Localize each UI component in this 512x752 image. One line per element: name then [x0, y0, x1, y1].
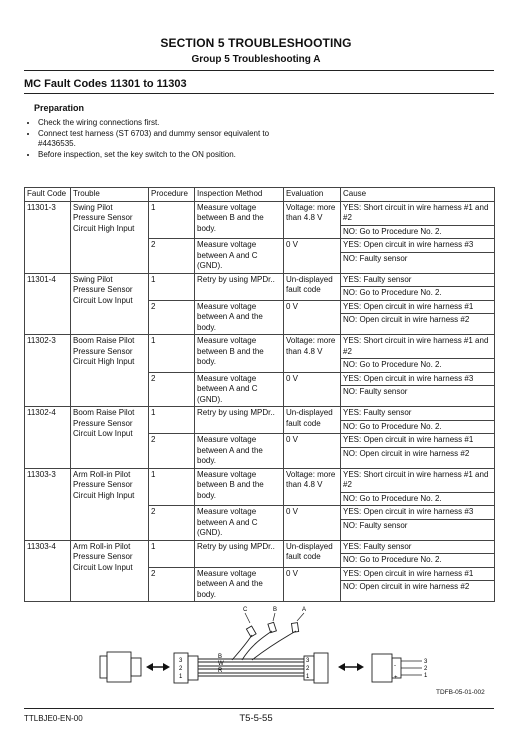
evaluation-cell: Voltage: more than 4.8 V: [284, 335, 341, 373]
harness-pin-number: 3: [306, 658, 310, 664]
cause-line: YES: Open circuit in wire harness #3: [343, 240, 474, 249]
probe-leads: [232, 622, 299, 660]
sensor-sign: -: [394, 663, 396, 669]
cause-cell: [341, 540, 495, 567]
trouble-cell: Boom Raise Pilot Pressure Sensor Circuit High Input: [71, 335, 149, 407]
preparation-item: • Connect test harness (ST 6703) and dummy sensor equivalent to #4436535.: [38, 129, 298, 150]
fault-code-cell: 11303-3: [25, 468, 71, 540]
trouble-cell: Swing Pilot Pressure Sensor Circuit High Input: [71, 201, 149, 273]
section-title: SECTION 5 TROUBLESHOOTING: [160, 36, 352, 50]
col-header: Evaluation: [284, 188, 341, 202]
wiring-diagram: [60, 603, 440, 687]
sensor-wires: [401, 661, 422, 675]
preparation-list: [24, 118, 298, 160]
cause-line: YES: Faulty sensor: [343, 541, 412, 551]
cause-line: NO: Go to Procedure No. 2.: [341, 286, 494, 300]
group-title: Group 5 Troubleshooting A: [191, 54, 321, 65]
cause-line: YES: Open circuit in wire harness #3: [343, 373, 474, 383]
table-row: [25, 201, 495, 239]
fault-code-cell: 11301-4: [25, 273, 71, 335]
cause-cell: [341, 300, 495, 335]
sensor-pin-number: 1: [424, 673, 428, 679]
fault-code-cell: 11302-4: [25, 407, 71, 469]
cause-line: NO: Faulty sensor: [341, 385, 494, 399]
sensor-pin-number: 3: [424, 659, 428, 665]
page-number: T5-5-55: [239, 713, 273, 724]
cause-cell: [341, 468, 495, 506]
harness-pin-number: 2: [306, 666, 310, 672]
doc-code: TTLBJE0-EN-00: [24, 714, 83, 723]
cause-cell: [341, 506, 495, 541]
procedure-cell: 2: [149, 434, 195, 469]
cause-line: YES: Open circuit in wire harness #1: [343, 301, 474, 311]
fault-code-table: [24, 187, 495, 602]
col-header: Trouble: [71, 188, 149, 202]
inspection-method-cell: Retry by using MPDr..: [195, 407, 284, 434]
harness-pin-number: 3: [179, 658, 183, 664]
evaluation-cell: 0 V: [284, 300, 341, 335]
cause-line: NO: Go to Procedure No. 2.: [341, 420, 494, 434]
sensor-pin-number: 2: [424, 666, 428, 672]
probe-label: C: [243, 607, 248, 613]
cause-line: NO: Go to Procedure No. 2.: [341, 225, 494, 239]
probe-label: A: [302, 607, 307, 613]
preparation-item: • Before inspection, set the key switch to the ON position.: [38, 150, 298, 161]
evaluation-cell: 0 V: [284, 506, 341, 541]
cause-line: NO: Faulty sensor: [341, 519, 494, 533]
cause-cell: [341, 239, 495, 274]
procedure-cell: 1: [149, 540, 195, 567]
trouble-cell: Boom Raise Pilot Pressure Sensor Circuit Low Input: [71, 407, 149, 469]
harness-wires: [198, 659, 304, 676]
cause-line: NO: Open circuit in wire harness #2: [341, 447, 494, 461]
procedure-cell: 1: [149, 273, 195, 300]
trouble-cell: Swing Pilot Pressure Sensor Circuit Low Input: [71, 273, 149, 335]
cause-line: YES: Short circuit in wire harness #1 and #2: [343, 202, 489, 222]
evaluation-cell: Voltage: more than 4.8 V: [284, 201, 341, 239]
procedure-cell: 2: [149, 567, 195, 602]
sensor-sign: +: [394, 675, 398, 681]
cause-cell: [341, 201, 495, 239]
cause-line: YES: Short circuit in wire harness #1 and #2: [343, 469, 489, 489]
cause-cell: [341, 273, 495, 300]
evaluation-cell: Un-displayed fault code: [284, 273, 341, 300]
cause-cell: [341, 372, 495, 407]
evaluation-cell: 0 V: [284, 567, 341, 602]
inspection-method-cell: Measure voltage between B and the body.: [195, 468, 284, 506]
cause-line: YES: Faulty sensor: [343, 408, 412, 417]
cause-cell: [341, 434, 495, 469]
cause-line: YES: Open circuit in wire harness #1: [343, 435, 474, 444]
procedure-cell: 1: [149, 468, 195, 506]
cause-line: NO: Faulty sensor: [341, 252, 494, 266]
inspection-method-cell: Measure voltage between A and the body.: [195, 567, 284, 602]
cause-cell: [341, 335, 495, 373]
harness-connector-left: [174, 653, 198, 683]
procedure-cell: 1: [149, 335, 195, 373]
procedure-cell: 2: [149, 506, 195, 541]
table-row: [25, 273, 495, 300]
fault-code-cell: 11303-4: [25, 540, 71, 602]
cause-line: NO: Open circuit in wire harness #2: [341, 580, 494, 594]
cause-cell: [341, 567, 495, 602]
evaluation-cell: 0 V: [284, 239, 341, 274]
procedure-cell: 2: [149, 239, 195, 274]
harness-pin-number: 1: [306, 674, 310, 680]
preparation-item: • Check the wiring connections first.: [38, 118, 298, 129]
wire-letter: R: [218, 668, 223, 674]
table-row: [25, 468, 495, 506]
double-arrow-left: [146, 663, 170, 671]
inspection-method-cell: Retry by using MPDr..: [195, 540, 284, 567]
wire-letter: W: [218, 661, 224, 667]
evaluation-cell: 0 V: [284, 372, 341, 407]
inspection-method-cell: Measure voltage between A and C (GND).: [195, 239, 284, 274]
col-header: Procedure: [149, 188, 195, 202]
inspection-method-cell: Retry by using MPDr..: [195, 273, 284, 300]
cause-line: YES: Open circuit in wire harness #1: [343, 568, 474, 578]
page-heading: MC Fault Codes 11301 to 11303: [24, 78, 187, 90]
cause-line: YES: Faulty sensor: [343, 274, 412, 284]
fault-code-cell: 11302-3: [25, 335, 71, 407]
fault-code-cell: 11301-3: [25, 201, 71, 273]
heading-rule: [24, 93, 494, 94]
evaluation-cell: Un-displayed fault code: [284, 540, 341, 567]
table-row: [25, 407, 495, 434]
cause-line: NO: Go to Procedure No. 2.: [341, 553, 494, 567]
harness-pin-number: 2: [179, 666, 183, 672]
table-header-row: [25, 188, 495, 202]
inspection-method-cell: Measure voltage between A and the body.: [195, 434, 284, 469]
figure-code: TDFB-05-01-002: [436, 689, 485, 696]
left-connector: [100, 652, 141, 682]
col-header: Fault Code: [25, 188, 71, 202]
inspection-method-cell: Measure voltage between A and C (GND).: [195, 506, 284, 541]
footer-rule: [24, 708, 494, 709]
cause-line: NO: Go to Procedure No. 2.: [341, 358, 494, 372]
inspection-method-cell: Measure voltage between A and C (GND).: [195, 372, 284, 407]
procedure-cell: 1: [149, 201, 195, 239]
cause-cell: [341, 407, 495, 434]
double-arrow-right: [338, 663, 364, 671]
procedure-cell: 2: [149, 300, 195, 335]
evaluation-cell: 0 V: [284, 434, 341, 469]
probe-label-arrows: [245, 613, 304, 623]
trouble-cell: Arm Roll-in Pilot Pressure Sensor Circuit High Input: [71, 468, 149, 540]
inspection-method-cell: Measure voltage between B and the body.: [195, 201, 284, 239]
wire-letter: B: [218, 654, 223, 660]
harness-pin-number: 1: [179, 674, 183, 680]
inspection-method-cell: Measure voltage between A and the body.: [195, 300, 284, 335]
table-row: [25, 335, 495, 373]
cause-line: NO: Go to Procedure No. 2.: [341, 492, 494, 506]
col-header: Inspection Method: [195, 188, 284, 202]
preparation-title: Preparation: [34, 103, 85, 113]
procedure-cell: 1: [149, 407, 195, 434]
evaluation-cell: Un-displayed fault code: [284, 407, 341, 434]
cause-line: YES: Short circuit in wire harness #1 and #2: [343, 336, 489, 356]
col-header: Cause: [341, 188, 495, 202]
header-rule: [24, 70, 494, 71]
evaluation-cell: Voltage: more than 4.8 V: [284, 468, 341, 506]
probe-label: B: [273, 607, 278, 613]
table-row: [25, 540, 495, 567]
cause-line: YES: Open circuit in wire harness #3: [343, 507, 474, 516]
inspection-method-cell: Measure voltage between B and the body.: [195, 335, 284, 373]
procedure-cell: 2: [149, 372, 195, 407]
trouble-cell: Arm Roll-in Pilot Pressure Sensor Circuit Low Input: [71, 540, 149, 602]
cause-line: NO: Open circuit in wire harness #2: [341, 313, 494, 327]
